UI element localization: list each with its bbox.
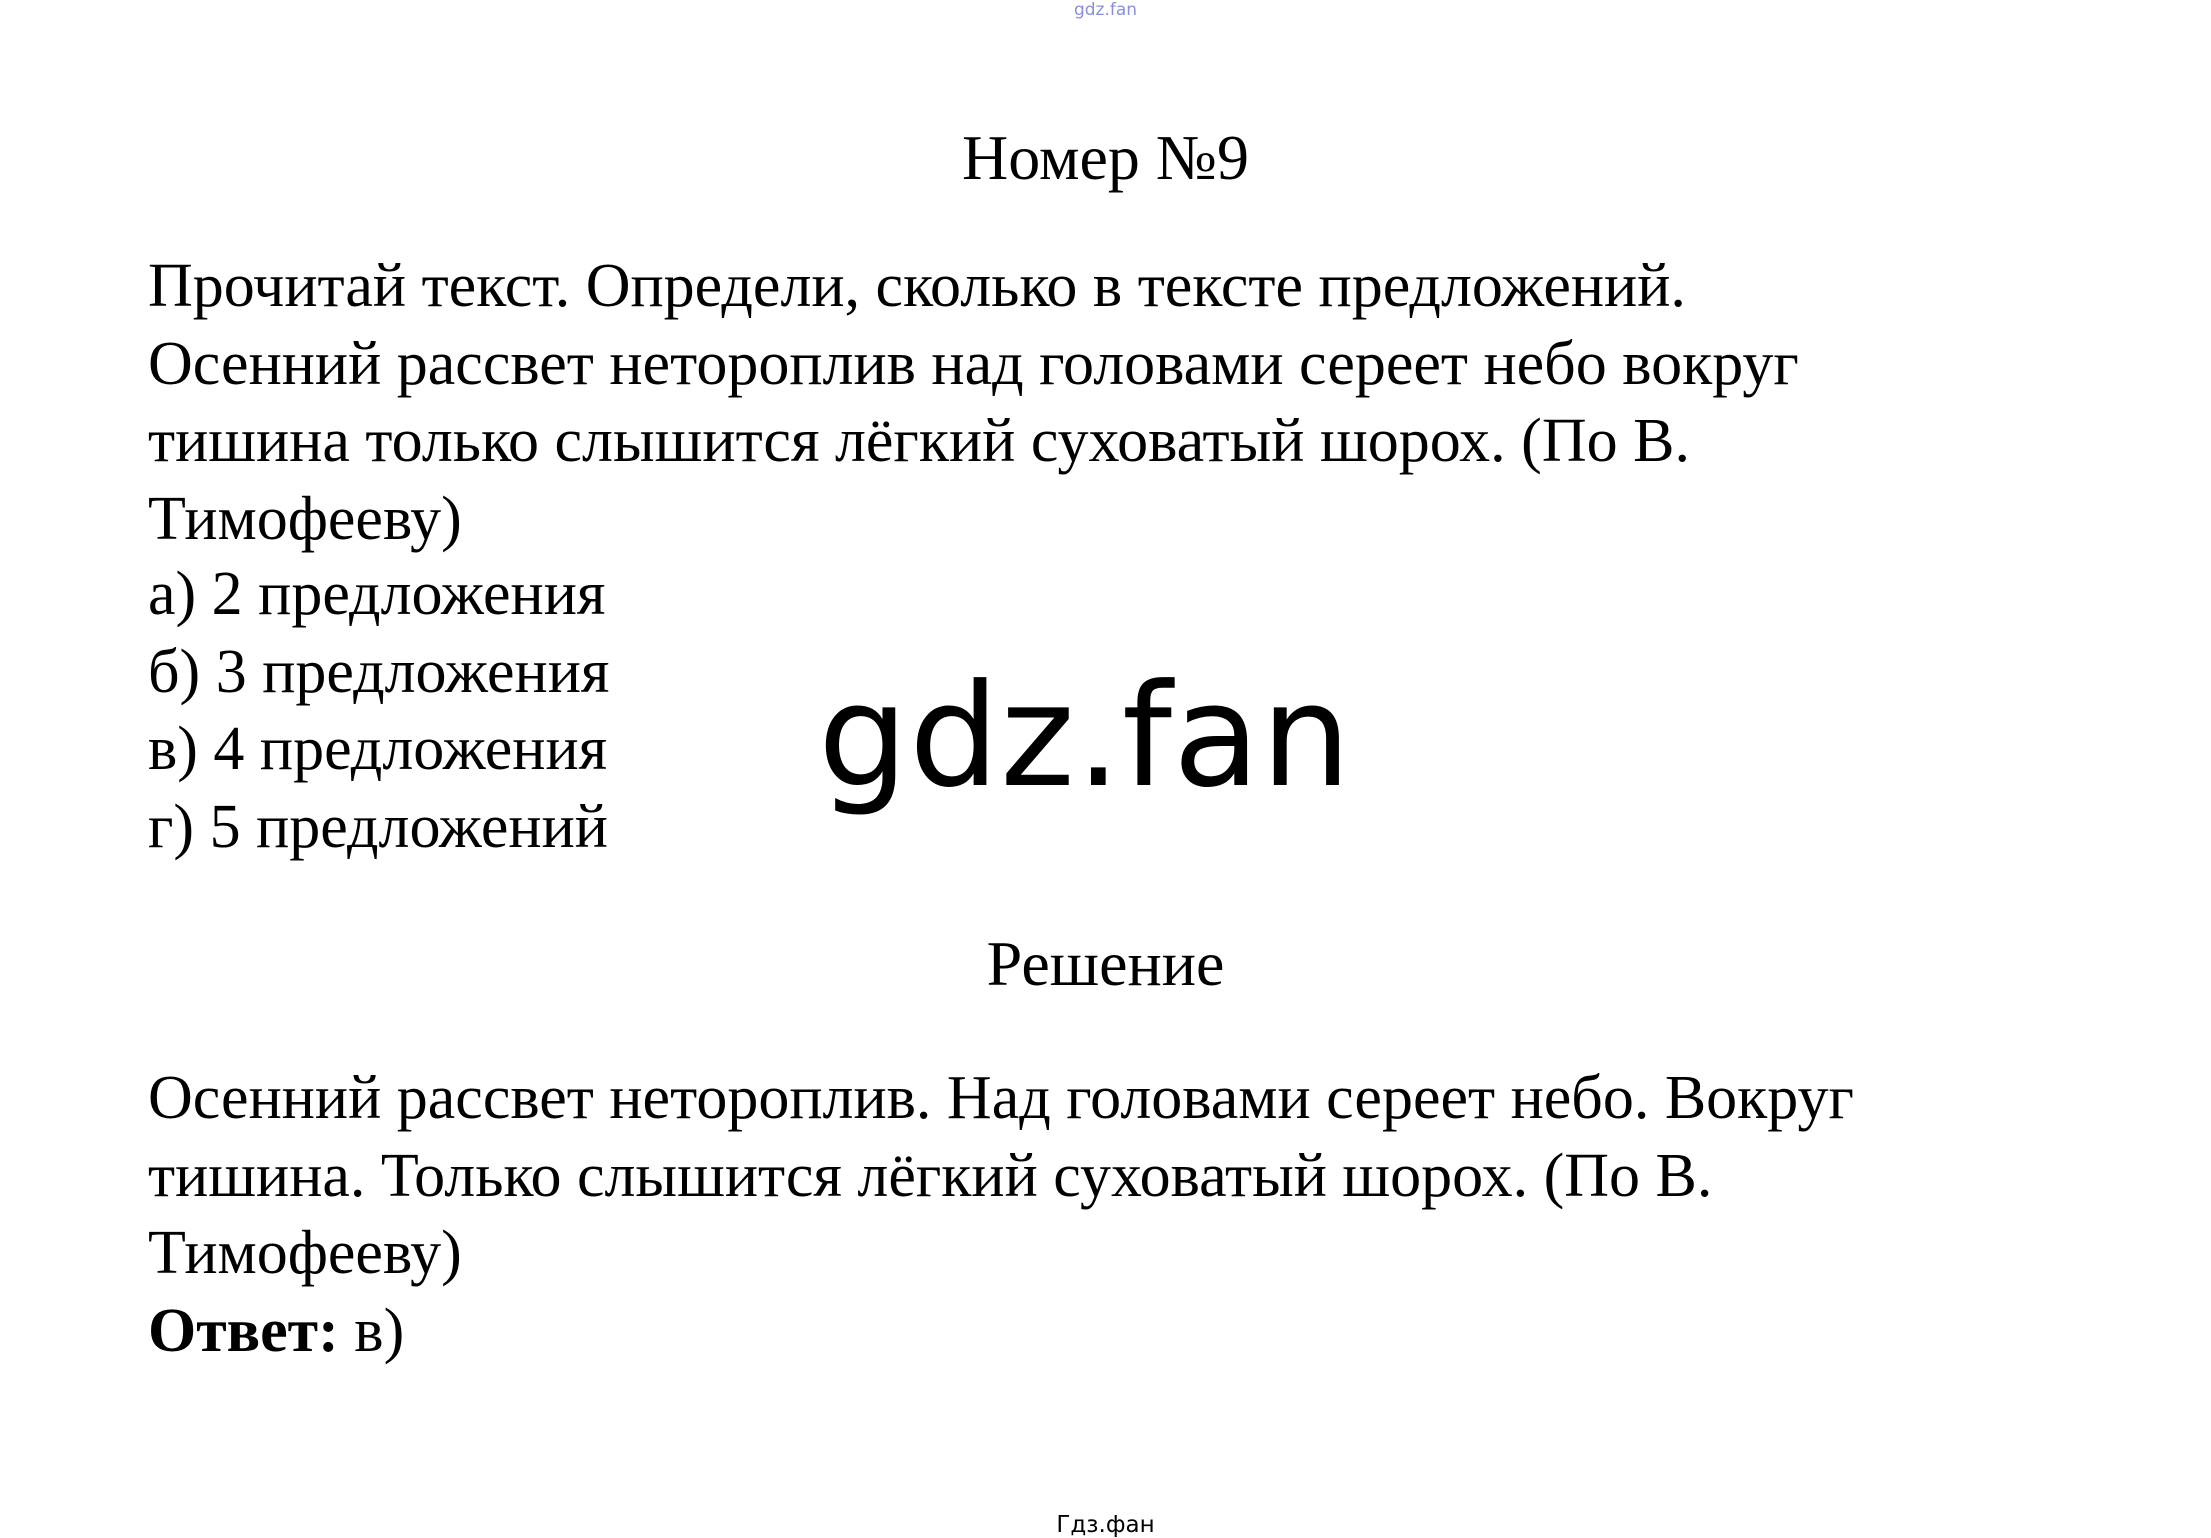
task-text (148, 248, 2128, 558)
option-d: г) 5 предложений (148, 792, 608, 861)
task-line: Тимофееву) (148, 484, 462, 553)
answer-label: Ответ: (148, 1296, 339, 1365)
solution-heading: Решение (986, 928, 1225, 999)
solution-line: Тимофееву) (148, 1219, 462, 1287)
watermark: gdz.fan (818, 654, 1352, 819)
solution-text (148, 1060, 2138, 1370)
option-a: а) 2 предложения (148, 560, 606, 628)
option-c: в) 4 предложения (148, 715, 608, 783)
site-mark-bottom: Гдз.фан (1056, 1512, 1155, 1538)
page-title: Номер №9 (962, 122, 1249, 193)
option-b: б) 3 предложения (148, 637, 610, 706)
task-line: Осенний рассвет нетороплив над головами сереет небо вокруг (148, 329, 1799, 398)
task-line: Прочитай текст. Определи, сколько в тексте предложений. (148, 252, 1686, 320)
answer-value: в) (338, 1296, 405, 1365)
answer-line (148, 1293, 2138, 1371)
solution-line: тишина. Только слышится лёгкий суховатый шорох. (По В. (148, 1141, 1713, 1210)
task-line: тишина только слышится лёгкий суховатый шорох. (По В. (148, 407, 1690, 475)
answer-options (148, 556, 609, 866)
solution-line: Осенний рассвет нетороплив. Над головами сереет небо. Вокруг (148, 1064, 1854, 1132)
site-mark-top: gdz.fan (1073, 0, 1138, 20)
